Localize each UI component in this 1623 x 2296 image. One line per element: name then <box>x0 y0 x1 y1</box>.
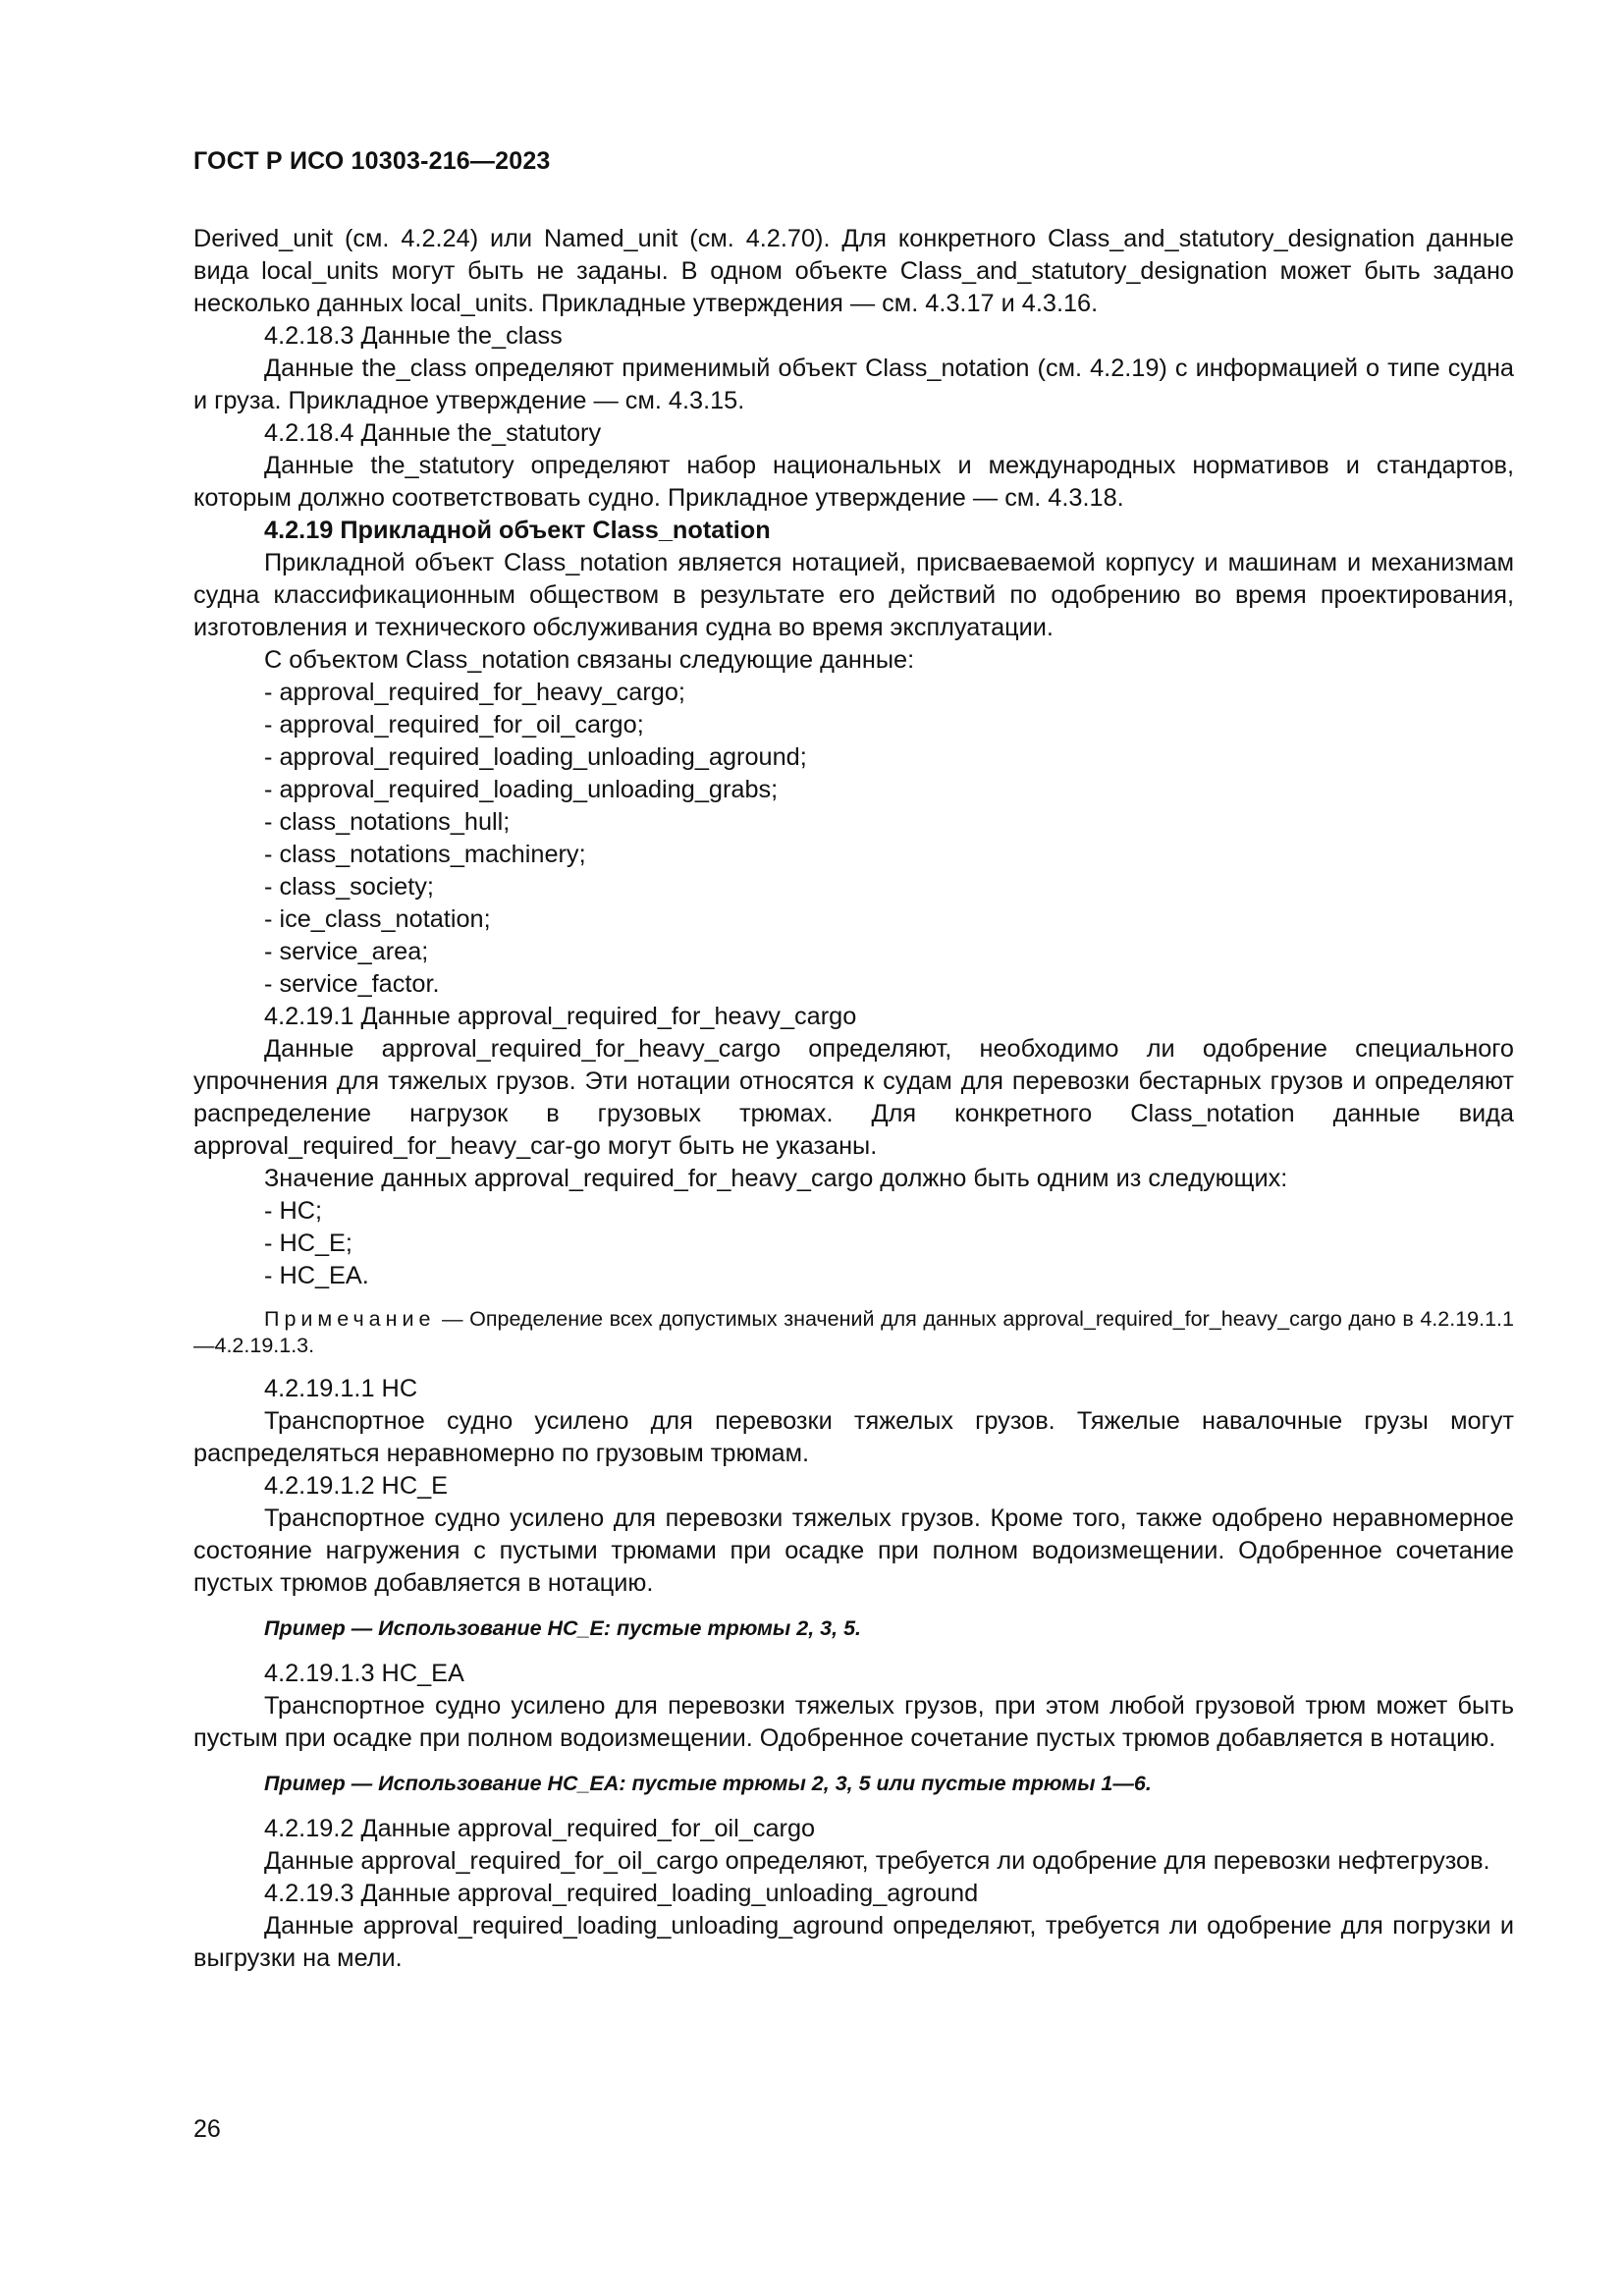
example-hc-ea: Пример — Использование HC_EA: пустые трюмы 2, 3, 5 или пустые трюмы 1—6. <box>264 1772 1152 1795</box>
subsection-heading-4-2-19-3: 4.2.19.3 Данные approval_required_loading_unloading_aground <box>264 1880 979 1907</box>
list-item: - class_notations_machinery; <box>264 841 586 868</box>
page-body <box>193 223 1514 1975</box>
paragraph-heavy-cargo-values-intro: Значение данных approval_required_for_heavy_cargo должно быть одним из следующих: <box>264 1165 1288 1192</box>
document-header: ГОСТ Р ИСО 10303-216—2023 <box>193 147 551 175</box>
paragraph-hc-ea: Транспортное судно усилено для перевозки тяжелых грузов, при этом любой грузовой трюм может быть пустым при осадке при полном водоизмещении. Одобренное сочетание пустых трюмов добавляется в нотацию. <box>193 1692 1514 1752</box>
paragraph-class-notation-definition: Прикладной объект Class_notation является нотацией, присваеваемой корпусу и машинам и механизмам судна классификационным обществом в результате его действий по одобрению во время проектирования, изготовления и технического обслуживания судна во время эксплуатации. <box>193 549 1514 641</box>
section-heading-4-2-19: 4.2.19 Прикладной объект Class_notation <box>264 517 771 544</box>
list-item: - approval_required_for_oil_cargo; <box>264 711 644 738</box>
paragraph-associated-data-intro: С объектом Class_notation связаны следующие данные: <box>264 646 915 674</box>
list-item: - approval_required_loading_unloading_grabs; <box>264 776 779 803</box>
paragraph-loading-unloading-aground: Данные approval_required_loading_unloading_aground определяют, требуется ли одобрение для погрузки и выгрузки на мели. <box>193 1912 1514 1972</box>
paragraph-heavy-cargo: Данные approval_required_for_heavy_cargo определяют, необходимо ли одобрение специального упрочнения для тяжелых грузов. Эти нотации относятся к судам для перевозки бестарных грузов и определяют распределение нагрузок в грузовых трюмах. Для конкретного Class_notation данные вида approval_required_for_heavy_car-go могут быть не указаны. <box>193 1035 1514 1160</box>
list-item: - service_factor. <box>264 970 440 998</box>
attribute-list <box>193 677 1514 1001</box>
list-item: - HC_E; <box>264 1230 352 1257</box>
list-item: - HC; <box>264 1197 323 1225</box>
example-hc-e: Пример — Использование HC_E: пустые трюмы 2, 3, 5. <box>264 1616 862 1640</box>
list-item: - service_area; <box>264 938 429 965</box>
subsection-heading-4-2-19-2: 4.2.19.2 Данные approval_required_for_oil_cargo <box>264 1815 816 1842</box>
paragraph-hc: Транспортное судно усилено для перевозки тяжелых грузов. Тяжелые навалочные грузы могут распределяться неравномерно по грузовым трюмам. <box>193 1407 1514 1467</box>
list-item: - class_notations_hull; <box>264 808 511 836</box>
paragraph-hc-e: Транспортное судно усилено для перевозки тяжелых грузов. Кроме того, также одобрено неравномерное состояние нагружения с пустыми трюмами при осадке при полном водоизмещении. Одобренное сочетание пустых трюмов добавляется в нотацию. <box>193 1504 1514 1597</box>
subsection-heading-4-2-19-1: 4.2.19.1 Данные approval_required_for_heavy_cargo <box>264 1003 857 1030</box>
note-text: — Определение всех допустимых значений для данных approval_required_for_heavy_cargo дано в 4.2.19.1.1—4.2.19.1.3. <box>193 1307 1514 1357</box>
list-item: - approval_required_loading_unloading_aground; <box>264 743 807 771</box>
paragraph-the-statutory: Данные the_statutory определяют набор национальных и международных нормативов и стандартов, которым должно соответствовать судно. Прикладное утверждение — см. 4.3.18. <box>193 452 1514 512</box>
paragraph-oil-cargo: Данные approval_required_for_oil_cargo определяют, требуется ли одобрение для перевозки нефтегрузов. <box>264 1847 1490 1875</box>
subsection-heading-4-2-18-3: 4.2.18.3 Данные the_class <box>264 322 563 350</box>
paragraph-local-units-continued: Derived_unit (см. 4.2.24) или Named_unit (см. 4.2.70). Для конкретного Class_and_statutory_designation данные вида local_units могут быть не заданы. В одном объекте Class_and_statutory_designation может быть задано несколько данных local_units. Прикладные утверждения — см. 4.3.17 и 4.3.16. <box>193 225 1514 317</box>
note <box>193 1306 1514 1359</box>
paragraph-the-class: Данные the_class определяют применимый объект Class_notation (см. 4.2.19) с информацией о типе судна и груза. Прикладное утверждение — см. 4.3.15. <box>193 355 1514 414</box>
subsection-heading-4-2-19-1-1: 4.2.19.1.1 HC <box>264 1375 418 1402</box>
list-item: - class_society; <box>264 873 434 901</box>
page-number: 26 <box>193 2115 221 2143</box>
subsection-heading-4-2-19-1-2: 4.2.19.1.2 HC_E <box>264 1472 449 1500</box>
list-item: - ice_class_notation; <box>264 905 491 933</box>
note-label: Примечание <box>264 1307 436 1331</box>
subsection-heading-4-2-19-1-3: 4.2.19.1.3 HC_EA <box>264 1660 464 1687</box>
subsection-heading-4-2-18-4: 4.2.18.4 Данные the_statutory <box>264 419 602 447</box>
value-list <box>193 1195 1514 1292</box>
list-item: - HC_EA. <box>264 1262 369 1289</box>
list-item: - approval_required_for_heavy_cargo; <box>264 679 685 706</box>
